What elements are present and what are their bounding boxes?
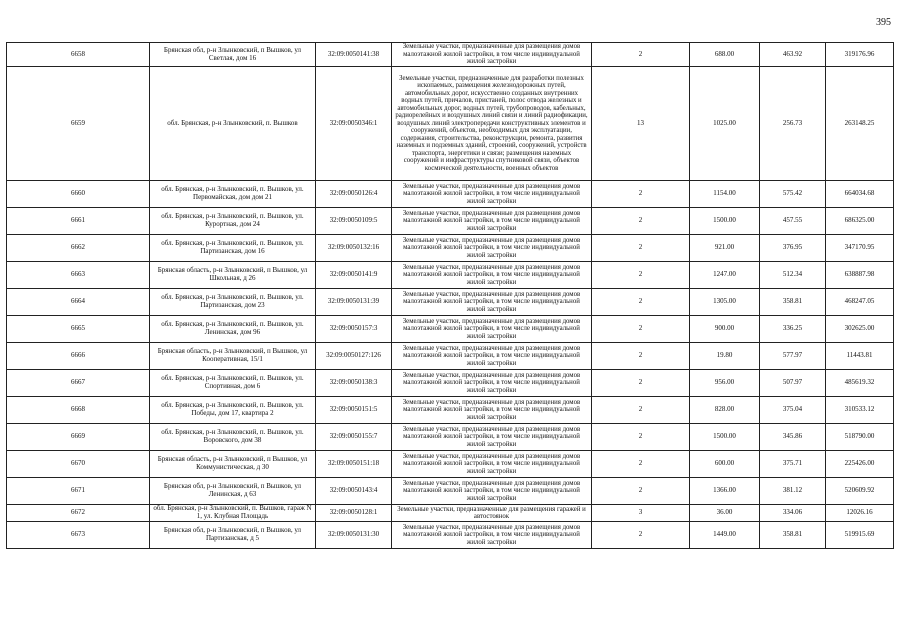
table-row bbox=[7, 343, 894, 370]
group-number-cell: 2 bbox=[592, 262, 690, 289]
row-number-cell: 6664 bbox=[7, 289, 150, 316]
row-number-cell: 6670 bbox=[7, 451, 150, 478]
cadastral-number-cell: 32:09:0050131:39 bbox=[316, 289, 392, 316]
specific-value-cell: 381.12 bbox=[760, 478, 826, 505]
row-number-cell: 6665 bbox=[7, 316, 150, 343]
cadastral-value-cell: 518790.00 bbox=[826, 424, 894, 451]
area-cell: 1154.00 bbox=[690, 181, 760, 208]
cadastral-number-cell: 32:09:0050141:9 bbox=[316, 262, 392, 289]
row-number-cell: 6660 bbox=[7, 181, 150, 208]
specific-value-cell: 577.97 bbox=[760, 343, 826, 370]
cadastral-value-cell: 686325.00 bbox=[826, 208, 894, 235]
land-use-cell: Земельные участки, предназначенные для размещения домов малоэтажной жилой застройки, в том числе индивидуальной жилой застройки bbox=[392, 208, 592, 235]
cadastral-value-cell: 302625.00 bbox=[826, 316, 894, 343]
address-cell: обл. Брянская, р-н Злынковский, п. Вышков, ул. Партизанская, дом 23 bbox=[150, 289, 316, 316]
area-cell: 1247.00 bbox=[690, 262, 760, 289]
specific-value-cell: 358.81 bbox=[760, 522, 826, 549]
area-cell: 1500.00 bbox=[690, 424, 760, 451]
group-number-cell: 13 bbox=[592, 67, 690, 181]
table-row bbox=[7, 370, 894, 397]
table-body bbox=[7, 43, 894, 549]
row-number-cell: 6668 bbox=[7, 397, 150, 424]
group-number-cell: 2 bbox=[592, 424, 690, 451]
area-cell: 1366.00 bbox=[690, 478, 760, 505]
table-row bbox=[7, 43, 894, 67]
row-number-cell: 6661 bbox=[7, 208, 150, 235]
specific-value-cell: 463.92 bbox=[760, 43, 826, 67]
area-cell: 1500.00 bbox=[690, 208, 760, 235]
area-cell: 36.00 bbox=[690, 505, 760, 522]
specific-value-cell: 256.73 bbox=[760, 67, 826, 181]
area-cell: 1449.00 bbox=[690, 522, 760, 549]
address-cell: Брянская область, р-н Злынковский, п Вышков, ул Коммунистическая, д 30 bbox=[150, 451, 316, 478]
cadastral-number-cell: 32:09:0050138:3 bbox=[316, 370, 392, 397]
land-use-cell: Земельные участки, предназначенные для размещения домов малоэтажной жилой застройки, в том числе индивидуальной жилой застройки bbox=[392, 181, 592, 208]
specific-value-cell: 575.42 bbox=[760, 181, 826, 208]
cadastral-value-table bbox=[6, 42, 894, 549]
row-number-cell: 6671 bbox=[7, 478, 150, 505]
land-use-cell: Земельные участки, предназначенные для размещения домов малоэтажной жилой застройки, в том числе индивидуальной жилой застройки bbox=[392, 478, 592, 505]
land-use-cell: Земельные участки, предназначенные для размещения домов малоэтажной жилой застройки, в том числе индивидуальной жилой застройки bbox=[392, 370, 592, 397]
cadastral-value-cell: 520609.92 bbox=[826, 478, 894, 505]
address-cell: Брянская область, р-н Злынковский, п Вышков, ул Школьная, д 26 bbox=[150, 262, 316, 289]
land-use-cell: Земельные участки, предназначенные для размещения домов малоэтажной жилой застройки, в том числе индивидуальной жилой застройки bbox=[392, 343, 592, 370]
cadastral-value-cell: 319176.96 bbox=[826, 43, 894, 67]
row-number-cell: 6659 bbox=[7, 67, 150, 181]
table-row bbox=[7, 289, 894, 316]
group-number-cell: 2 bbox=[592, 181, 690, 208]
row-number-cell: 6673 bbox=[7, 522, 150, 549]
cadastral-number-cell: 32:09:0050127:126 bbox=[316, 343, 392, 370]
address-cell: Брянская обл, р-н Злынковский, п Вышков, ул Светлая, дом 16 bbox=[150, 43, 316, 67]
area-cell: 1305.00 bbox=[690, 289, 760, 316]
address-cell: обл. Брянская, р-н Злынковский, п. Вышков bbox=[150, 67, 316, 181]
cadastral-value-cell: 638887.98 bbox=[826, 262, 894, 289]
cadastral-number-cell: 32:09:0050346:1 bbox=[316, 67, 392, 181]
area-cell: 688.00 bbox=[690, 43, 760, 67]
cadastral-number-cell: 32:09:0050109:5 bbox=[316, 208, 392, 235]
specific-value-cell: 334.06 bbox=[760, 505, 826, 522]
address-cell: обл. Брянская, р-н Злынковский, п. Вышков, ул. Первомайская, дом дом 21 bbox=[150, 181, 316, 208]
area-cell: 900.00 bbox=[690, 316, 760, 343]
specific-value-cell: 358.81 bbox=[760, 289, 826, 316]
address-cell: обл. Брянская, р-н Злынковский, п. Вышков, ул. Ленинская, дом 96 bbox=[150, 316, 316, 343]
cadastral-number-cell: 32:09:0050143:4 bbox=[316, 478, 392, 505]
cadastral-value-cell: 347170.95 bbox=[826, 235, 894, 262]
cadastral-number-cell: 32:09:0050151:18 bbox=[316, 451, 392, 478]
group-number-cell: 2 bbox=[592, 370, 690, 397]
specific-value-cell: 375.04 bbox=[760, 397, 826, 424]
table-row bbox=[7, 478, 894, 505]
table-row bbox=[7, 67, 894, 181]
land-use-cell: Земельные участки, предназначенные для размещения домов малоэтажной жилой застройки, в том числе индивидуальной жилой застройки bbox=[392, 262, 592, 289]
land-use-cell: Земельные участки, предназначенные для размещения гаражей и автостоянок bbox=[392, 505, 592, 522]
group-number-cell: 2 bbox=[592, 208, 690, 235]
address-cell: обл. Брянская, р-н Злынковский, п. Вышков, гараж N 1, ул. Клубная Площадь bbox=[150, 505, 316, 522]
table-row bbox=[7, 522, 894, 549]
cadastral-value-cell: 225426.00 bbox=[826, 451, 894, 478]
cadastral-value-cell: 11443.81 bbox=[826, 343, 894, 370]
group-number-cell: 2 bbox=[592, 522, 690, 549]
address-cell: обл. Брянская, р-н Злынковский, п. Вышков, ул. Победы, дом 17, квартира 2 bbox=[150, 397, 316, 424]
land-use-cell: Земельные участки, предназначенные для размещения домов малоэтажной жилой застройки, в том числе индивидуальной жилой застройки bbox=[392, 451, 592, 478]
page-number: 395 bbox=[876, 17, 891, 28]
specific-value-cell: 375.71 bbox=[760, 451, 826, 478]
address-cell: Брянская обл, р-н Злынковский, п Вышков, ул Ленинская, д 63 bbox=[150, 478, 316, 505]
cadastral-value-cell: 664034.68 bbox=[826, 181, 894, 208]
area-cell: 921.00 bbox=[690, 235, 760, 262]
address-cell: обл. Брянская, р-н Злынковский, п. Вышков, ул. Курортная, дом 24 bbox=[150, 208, 316, 235]
specific-value-cell: 457.55 bbox=[760, 208, 826, 235]
table-row bbox=[7, 262, 894, 289]
land-use-cell: Земельные участки, предназначенные для размещения домов малоэтажной жилой застройки, в том числе индивидуальной жилой застройки bbox=[392, 289, 592, 316]
row-number-cell: 6669 bbox=[7, 424, 150, 451]
group-number-cell: 2 bbox=[592, 478, 690, 505]
area-cell: 1025.00 bbox=[690, 67, 760, 181]
area-cell: 19.80 bbox=[690, 343, 760, 370]
address-cell: Брянская область, р-н Злынковский, п Вышков, ул Кооперативная, 15/1 bbox=[150, 343, 316, 370]
cadastral-number-cell: 32:09:0050157:3 bbox=[316, 316, 392, 343]
address-cell: обл. Брянская, р-н Злынковский, п. Вышков, ул. Партизанская, дом 16 bbox=[150, 235, 316, 262]
row-number-cell: 6663 bbox=[7, 262, 150, 289]
row-number-cell: 6672 bbox=[7, 505, 150, 522]
cadastral-number-cell: 32:09:0050155:7 bbox=[316, 424, 392, 451]
specific-value-cell: 336.25 bbox=[760, 316, 826, 343]
area-cell: 600.00 bbox=[690, 451, 760, 478]
group-number-cell: 2 bbox=[592, 316, 690, 343]
land-use-cell: Земельные участки, предназначенные для размещения домов малоэтажной жилой застройки, в том числе индивидуальной жилой застройки bbox=[392, 522, 592, 549]
address-cell: обл. Брянская, р-н Злынковский, п. Вышков, ул. Спортивная, дом 6 bbox=[150, 370, 316, 397]
land-use-cell: Земельные участки, предназначенные для размещения домов малоэтажной жилой застройки, в том числе индивидуальной жилой застройки bbox=[392, 424, 592, 451]
cadastral-value-cell: 310533.12 bbox=[826, 397, 894, 424]
specific-value-cell: 507.97 bbox=[760, 370, 826, 397]
address-cell: обл. Брянская, р-н Злынковский, п. Вышков, ул. Воровского, дом 38 bbox=[150, 424, 316, 451]
cadastral-number-cell: 32:09:0050132:16 bbox=[316, 235, 392, 262]
land-use-cell: Земельные участки, предназначенные для размещения домов малоэтажной жилой застройки, в том числе индивидуальной жилой застройки bbox=[392, 397, 592, 424]
table-row bbox=[7, 397, 894, 424]
land-use-cell: Земельные участки, предназначенные для размещения домов малоэтажной жилой застройки, в том числе индивидуальной жилой застройки bbox=[392, 235, 592, 262]
group-number-cell: 3 bbox=[592, 505, 690, 522]
cadastral-value-cell: 263148.25 bbox=[826, 67, 894, 181]
row-number-cell: 6662 bbox=[7, 235, 150, 262]
cadastral-number-cell: 32:09:0050126:4 bbox=[316, 181, 392, 208]
cadastral-value-cell: 519915.69 bbox=[826, 522, 894, 549]
area-cell: 956.00 bbox=[690, 370, 760, 397]
cadastral-number-cell: 32:09:0050151:5 bbox=[316, 397, 392, 424]
address-cell: Брянская обл, р-н Злынковский, п Вышков, ул Партизанская, д 5 bbox=[150, 522, 316, 549]
table-row bbox=[7, 424, 894, 451]
group-number-cell: 2 bbox=[592, 343, 690, 370]
table-row bbox=[7, 505, 894, 522]
group-number-cell: 2 bbox=[592, 397, 690, 424]
group-number-cell: 2 bbox=[592, 235, 690, 262]
table-row bbox=[7, 451, 894, 478]
cadastral-number-cell: 32:09:0050141:38 bbox=[316, 43, 392, 67]
table-row bbox=[7, 208, 894, 235]
area-cell: 828.00 bbox=[690, 397, 760, 424]
group-number-cell: 2 bbox=[592, 43, 690, 67]
land-use-cell: Земельные участки, предназначенные для размещения домов малоэтажной жилой застройки, в том числе индивидуальной жилой застройки bbox=[392, 316, 592, 343]
cadastral-value-cell: 485619.32 bbox=[826, 370, 894, 397]
group-number-cell: 2 bbox=[592, 451, 690, 478]
group-number-cell: 2 bbox=[592, 289, 690, 316]
specific-value-cell: 512.34 bbox=[760, 262, 826, 289]
land-use-cell: Земельные участки, предназначенные для размещения домов малоэтажной жилой застройки, в том числе индивидуальной жилой застройки bbox=[392, 43, 592, 67]
row-number-cell: 6666 bbox=[7, 343, 150, 370]
table-row bbox=[7, 316, 894, 343]
table-row bbox=[7, 235, 894, 262]
cadastral-number-cell: 32:09:0050128:1 bbox=[316, 505, 392, 522]
specific-value-cell: 345.86 bbox=[760, 424, 826, 451]
cadastral-value-cell: 12026.16 bbox=[826, 505, 894, 522]
specific-value-cell: 376.95 bbox=[760, 235, 826, 262]
row-number-cell: 6658 bbox=[7, 43, 150, 67]
land-use-cell: Земельные участки, предназначенные для разработки полезных ископаемых, размещения железнодорожных путей, автомобильных дорог, искусственно созданных внутренних водных путей, причалов, пристаней, полос отвода железных и автомобильных дорог, водных путей, трубопроводов, кабельных, радиорелейных и воздушных линий связи и линий радиофикации, воздушных линий электропередачи конструктивных элементов и сооружений, объектов, необходимых для эксплуатации, содержания, строительства, реконструкции, ремонта, развития наземных и подземных зданий, строений, сооружений, устройств транспорта, энергетики и связи; размещения наземных сооружений и инфраструктуры спутниковой связи, объектов космической деятельности, военных объектов bbox=[392, 67, 592, 181]
row-number-cell: 6667 bbox=[7, 370, 150, 397]
table-row bbox=[7, 181, 894, 208]
cadastral-number-cell: 32:09:0050131:30 bbox=[316, 522, 392, 549]
cadastral-value-cell: 468247.05 bbox=[826, 289, 894, 316]
